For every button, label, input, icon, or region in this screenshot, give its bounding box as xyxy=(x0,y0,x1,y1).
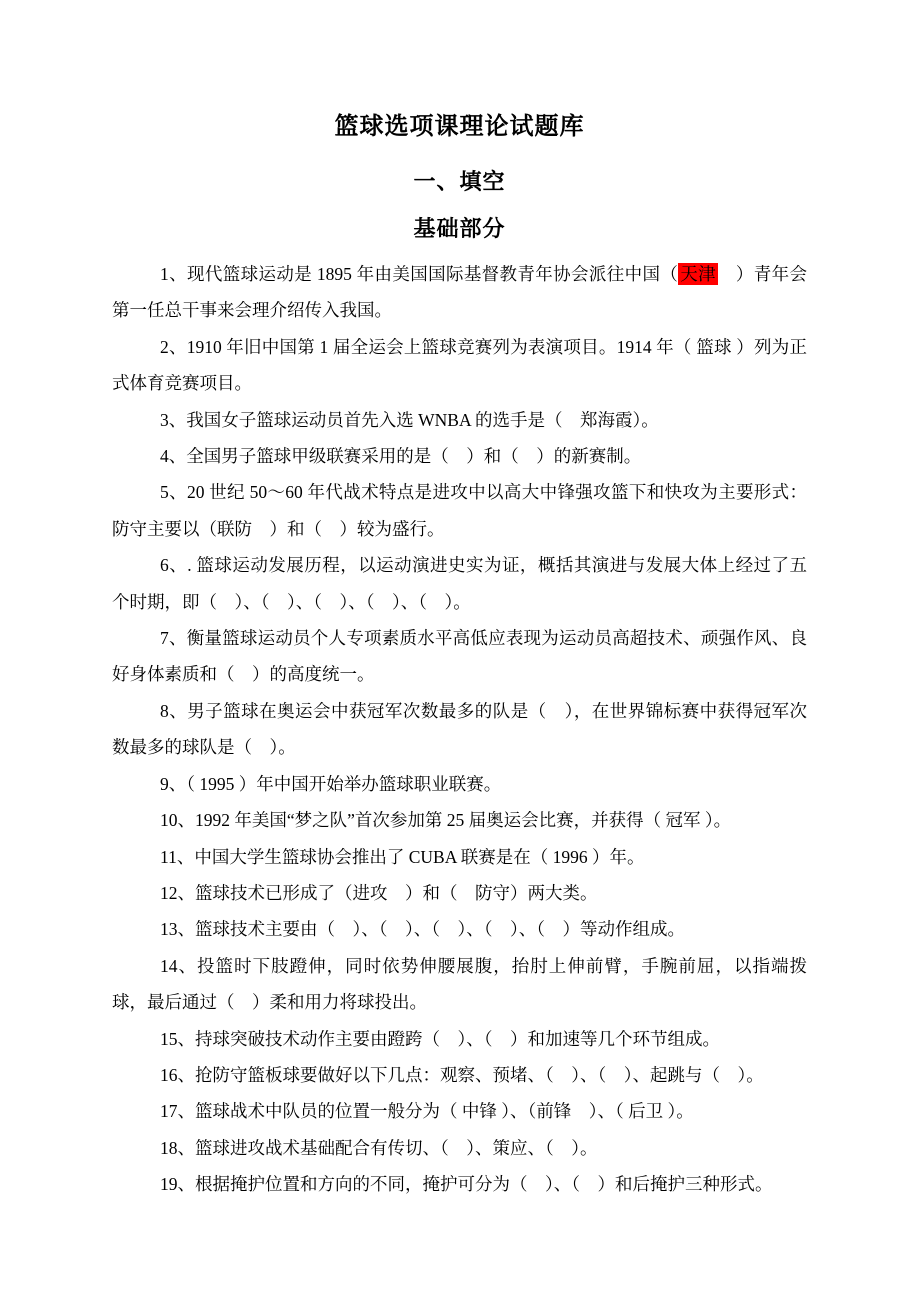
question-paragraph xyxy=(112,256,807,329)
question-paragraph xyxy=(112,1093,807,1129)
question-text: 17、篮球战术中队员的位置一般分为（ 中锋 ）、（前锋 ）、（ 后卫 ）。 xyxy=(160,1101,694,1122)
question-paragraph xyxy=(112,875,807,911)
question-paragraph xyxy=(112,402,807,438)
question-text: 10、1992 年美国“梦之队”首次参加第 25 届奥运会比赛，并获得（ 冠军 ）。 xyxy=(160,810,732,831)
question-paragraph xyxy=(112,766,807,802)
question-paragraph xyxy=(112,693,807,766)
question-paragraph xyxy=(112,438,807,474)
question-text: 3、我国女子篮球运动员首先入选 WNBA 的选手是（ 郑海霞）。 xyxy=(160,409,659,430)
highlighted-answer: 天津 xyxy=(680,264,717,284)
question-text: 19、根据掩护位置和方向的不同，掩护可分为（ ）、（ ）和后掩护三种形式。 xyxy=(160,1174,773,1195)
question-text: 8、男子篮球在奥运会中获冠军次数最多的队是（ ），在世界锦标赛中获得冠军次数最多的球队是（ ）。 xyxy=(112,700,807,758)
section-heading-fill-in-blank: 一、填空 xyxy=(413,169,506,194)
question-paragraph xyxy=(112,1057,807,1093)
question-text: 11、中国大学生篮球协会推出了 CUBA 联赛是在（ 1996 ）年。 xyxy=(160,846,645,867)
question-text: 4、全国男子篮球甲级联赛采用的是（ ）和（ ）的新赛制。 xyxy=(160,446,642,467)
question-paragraph xyxy=(112,547,807,620)
sub-heading-basics: 基础部分 xyxy=(413,216,506,241)
document-title: 篮球选项课理论试题库 xyxy=(334,114,585,140)
question-text: 13、篮球技术主要由（ ）、（ ）、（ ）、（ ）、（ ）等动作组成。 xyxy=(160,919,685,940)
question-paragraph xyxy=(112,1130,807,1166)
question-paragraph xyxy=(112,911,807,947)
question-paragraph xyxy=(112,1021,807,1057)
question-paragraph xyxy=(112,1166,807,1202)
question-paragraph xyxy=(112,839,807,875)
question-text: 5、20 世纪 50～60 年代战术特点是进攻中以高大中锋强攻篮下和快攻为主要形式：防守主要以（联防 ）和（ ）较为盛行。 xyxy=(112,482,807,539)
question-paragraph xyxy=(112,620,807,693)
question-paragraph xyxy=(112,329,807,402)
question-text: 1、现代篮球运动是 1895 年由美国国际基督教青年协会派往中国（ xyxy=(160,264,679,284)
question-text: ）青年会第一任总干事来会理介绍传入我国。 xyxy=(112,264,808,321)
question-text: 14、投篮时下肢蹬伸，同时依势伸腰展腹，抬肘上伸前臂，手腕前屈，以指端拨球，最后通过（ ）柔和用力将球投出。 xyxy=(112,955,807,1013)
question-paragraph xyxy=(112,948,807,1021)
question-text: 16、抢防守篮板球要做好以下几点：观察、预堵、（ ）、（ ）、起跳与（ ）。 xyxy=(160,1064,764,1085)
question-text: 12、篮球技术已形成了（进攻 ）和（ 防守）两大类。 xyxy=(160,882,598,903)
question-text: 6、. 篮球运动发展历程，以运动演进史实为证，概括其演进与发展大体上经过了五个时期，即（ ）、（ ）、（ ）、（ ）、（ ）。 xyxy=(112,555,807,612)
question-paragraph xyxy=(112,474,807,547)
question-text: 18、篮球进攻战术基础配合有传切、（ ）、策应、（ ）。 xyxy=(160,1137,598,1158)
question-text: 7、衡量篮球运动员个人专项素质水平高低应表现为运动员高超技术、顽强作风、良好身体素质和（ ）的高度统一。 xyxy=(112,628,807,685)
question-list xyxy=(112,256,807,1203)
question-text: 15、持球突破技术动作主要由蹬跨（ ）、（ ）和加速等几个环节组成。 xyxy=(160,1028,720,1049)
question-paragraph xyxy=(112,802,807,838)
question-text: 9、（ 1995 ）年中国开始举办篮球职业联赛。 xyxy=(160,773,502,794)
question-text: 2、1910 年旧中国第 1 届全运会上篮球竞赛列为表演项目。1914 年（ 篮球 ）列为正式体育竞赛项目。 xyxy=(112,336,807,394)
